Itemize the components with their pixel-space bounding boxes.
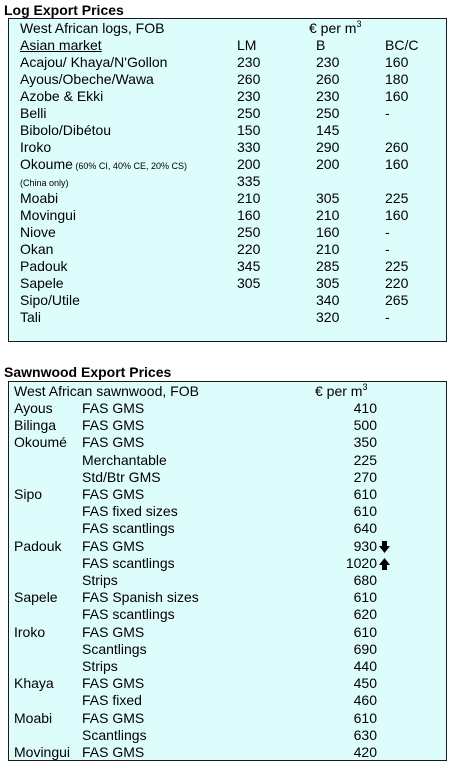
sawn-grade: Scantlings (82, 726, 147, 743)
log-price-lm: 230 (237, 54, 261, 70)
log-price-b: 340 (316, 292, 340, 308)
log-price-bcc: 160 (385, 207, 409, 223)
log-price-lm: 305 (237, 275, 261, 291)
log-species-note: (60% CI, 40% CE, 20% CS) (72, 161, 187, 171)
log-price-bcc: - (385, 105, 390, 121)
log-species: Bibolo/Dibétou (20, 122, 112, 138)
log-species: Belli (20, 105, 47, 121)
log-price-bcc: 265 (385, 292, 409, 308)
log-price-lm: 330 (237, 139, 261, 155)
sawn-price: 1020 (345, 554, 377, 571)
log-species: Moabi (20, 190, 59, 206)
sawn-price: 450 (353, 675, 377, 692)
log-price-bcc: 160 (385, 54, 409, 70)
log-species-note: (China only) (20, 178, 69, 188)
sawnwood-prices-table (8, 381, 447, 761)
log-price-bcc: 220 (385, 275, 409, 291)
log-price-b: 210 (316, 207, 340, 223)
log-price-bcc: - (385, 309, 390, 325)
log-price-b: 230 (316, 88, 340, 104)
sawn-species: Okoumé (14, 434, 67, 451)
sawn-grade: Strips (82, 658, 118, 674)
log-price-bcc: 225 (385, 258, 409, 274)
sawn-grade: FAS scantlings (82, 554, 175, 571)
sawn-price: 610 (353, 589, 377, 606)
sawn-price: 610 (353, 623, 377, 640)
sawn-price: 460 (353, 692, 377, 709)
sawn-price: 225 (353, 451, 377, 468)
log-price-bcc: 160 (385, 156, 409, 172)
sawn-price: 620 (353, 606, 377, 623)
sawn-price: 410 (353, 400, 377, 416)
log-species: Ayous/Obeche/Wawa (20, 71, 154, 87)
sawn-price: 680 (353, 572, 377, 588)
log-price-lm: 230 (237, 88, 261, 104)
log-price-bcc: 260 (385, 139, 409, 155)
log-price-b: 250 (316, 105, 340, 121)
log-price-bcc: 225 (385, 190, 409, 206)
arrow-up-icon (379, 558, 390, 570)
log-price-bcc: - (385, 224, 390, 240)
log-species: Niove (20, 224, 56, 240)
sawn-price: 420 (353, 744, 377, 760)
log-species: Tali (20, 309, 42, 325)
sawn-grade: Merchantable (82, 451, 167, 468)
sawn-grade: FAS GMS (82, 623, 145, 640)
log-unit-label: € per $m^3$ (309, 19, 362, 36)
sawn-grade: FAS fixed sizes (82, 503, 178, 520)
sawn-grade: Std/Btr GMS (82, 468, 161, 485)
col-header-lm: LM (237, 37, 257, 53)
log-price-lm: 260 (237, 71, 261, 87)
sawn-grade: FAS GMS (82, 709, 145, 726)
log-price-lm: 150 (237, 122, 261, 138)
sawn-unit-label: € per $m^3$ (315, 382, 368, 399)
sawn-species: Iroko (14, 623, 46, 640)
asian-market-label: Asian market (20, 37, 102, 53)
sawn-grade: FAS scantlings (82, 520, 175, 537)
sawn-species: Movingui (14, 744, 71, 760)
log-price-lm: 210 (237, 190, 261, 206)
sawn-price: 640 (353, 520, 377, 537)
log-species: Padouk (20, 258, 68, 274)
sawn-grade: FAS GMS (82, 744, 145, 760)
log-price-lm: 250 (237, 105, 261, 121)
sawn-species: Sapele (14, 589, 58, 606)
log-price-bcc: - (385, 241, 390, 257)
sawn-grade: FAS GMS (82, 537, 145, 554)
log-price-b: 290 (316, 139, 340, 155)
sawn-price: 610 (353, 709, 377, 726)
log-region-label: West African logs, FOB (20, 20, 165, 36)
log-price-b: 320 (316, 309, 340, 325)
sawn-grade: Scantlings (82, 640, 147, 657)
log-species: Azobe & Ekki (20, 88, 104, 104)
col-header-b: B (316, 37, 326, 53)
sawn-grade: FAS fixed (82, 692, 142, 709)
sawn-species: Sipo (14, 486, 43, 502)
log-price-bcc: 180 (385, 71, 409, 87)
log-species: Iroko (20, 139, 52, 155)
log-price-b: 210 (316, 241, 340, 257)
log-price-b: 160 (316, 224, 340, 240)
sawn-grade: FAS Spanish sizes (82, 589, 199, 606)
log-species: Sapele (20, 275, 64, 291)
sawn-grade: Strips (82, 572, 118, 588)
sawn-price: 630 (353, 726, 377, 743)
sawn-species: Ayous (14, 400, 53, 416)
sawn-price: 500 (353, 417, 377, 434)
sawn-grade: FAS scantlings (82, 606, 175, 623)
sawn-price: 610 (353, 503, 377, 520)
sawn-species: Khaya (14, 675, 54, 692)
log-species: Acajou/ Khaya/N'Gollon (20, 54, 168, 70)
log-price-b: 305 (316, 190, 340, 206)
log-price-lm: 160 (237, 207, 261, 223)
log-price-b: 285 (316, 258, 340, 274)
sawn-grade: FAS GMS (82, 400, 145, 416)
sawn-price: 350 (353, 434, 377, 451)
log-prices-title: Log Export Prices (4, 2, 124, 18)
log-species: Okoume (60% CI, 40% CE, 20% CS) (20, 156, 187, 172)
sawn-price: 440 (353, 658, 377, 674)
log-price-b: 305 (316, 275, 340, 291)
log-species: Sipo/Utile (20, 292, 80, 308)
sawn-grade: FAS GMS (82, 675, 145, 692)
sawn-price: 690 (353, 640, 377, 657)
sawn-species: Moabi (14, 709, 53, 726)
sawn-price: 610 (353, 486, 377, 502)
sawn-grade: FAS GMS (82, 417, 145, 434)
sawn-species: Padouk (14, 537, 62, 554)
sawn-species: Bilinga (14, 417, 57, 434)
sawnwood-prices-title: Sawnwood Export Prices (4, 364, 172, 380)
log-price-lm: 250 (237, 224, 261, 240)
log-species: Okan (20, 241, 54, 257)
sawn-grade: FAS GMS (82, 434, 145, 451)
log-price-lm: 345 (237, 258, 261, 274)
col-header-bcc: BC/C (385, 37, 419, 53)
sawn-price: 930 (353, 537, 377, 554)
log-price-b: 230 (316, 54, 340, 70)
log-price-b: 200 (316, 156, 340, 172)
sawn-price: 270 (353, 468, 377, 485)
log-price-lm: 335 (237, 173, 261, 189)
log-species: Movingui (20, 207, 77, 223)
log-price-lm: 200 (237, 156, 261, 172)
log-prices-table (8, 18, 447, 342)
arrow-down-icon (379, 541, 390, 553)
log-price-b: 145 (316, 122, 340, 138)
log-price-b: 260 (316, 71, 340, 87)
sawn-grade: FAS GMS (82, 486, 145, 502)
log-price-bcc: 160 (385, 88, 409, 104)
sawn-region-label: West African sawnwood, FOB (14, 383, 199, 399)
log-price-lm: 220 (237, 241, 261, 257)
